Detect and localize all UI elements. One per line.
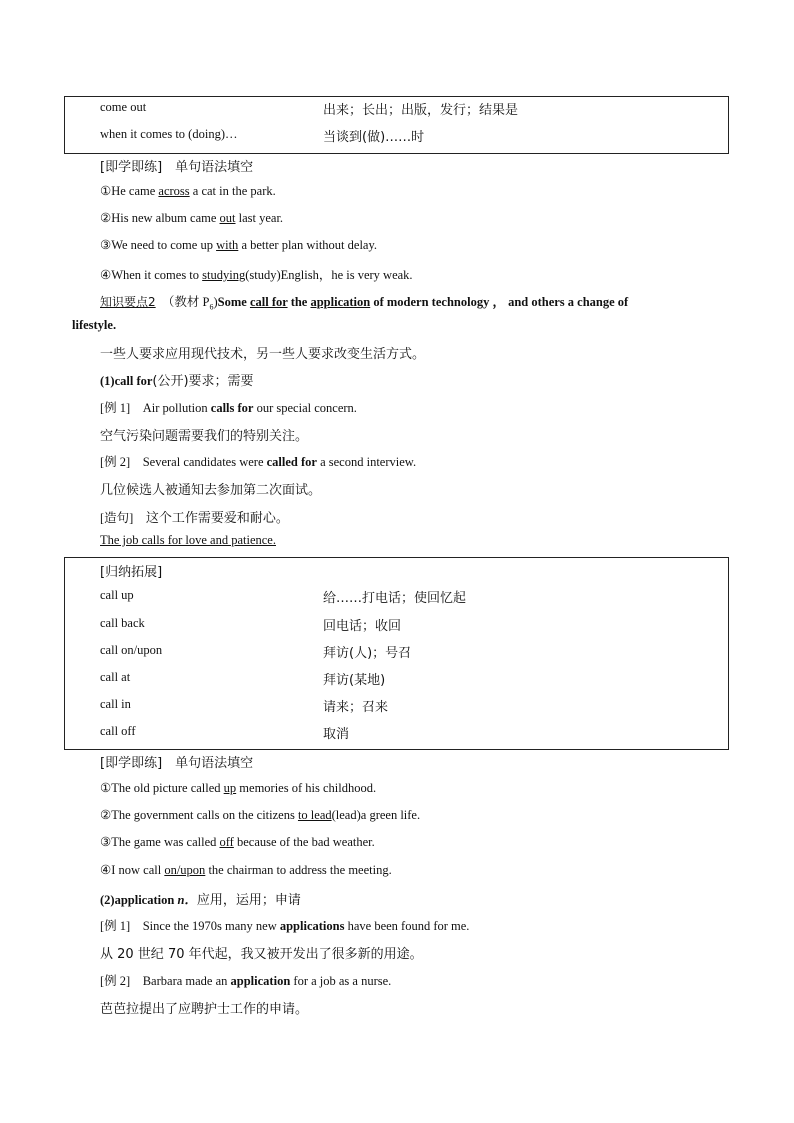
answer-blank: off xyxy=(219,835,234,849)
knowledge-point-line: 知识要点2 （教材 $P_6)Some$ call for the application of modern technology ， and others a change of xyxy=(100,295,629,312)
practice-item: ②His new album came out last year. xyxy=(100,211,284,225)
practice-header: [即学即练] 单句语法填空 xyxy=(100,160,254,175)
answer-blank: up xyxy=(223,781,237,795)
phrase-cn: 取消 xyxy=(323,727,350,742)
phrase-cn: 回电话；收回 xyxy=(323,619,402,634)
phrase-en: call on/upon xyxy=(100,643,163,657)
knowledge-point-label: 知识要点2 xyxy=(100,295,156,309)
answer-blank: studying xyxy=(202,268,246,282)
phrase-en: call up xyxy=(100,588,134,602)
phrase-en: call at xyxy=(100,670,131,684)
example-line: [例 1] Since the 1970s many new applications have been found for me. xyxy=(100,919,470,933)
phrase-box-come xyxy=(64,96,729,154)
phrase-cn: 当谈到(做)……时 xyxy=(323,130,425,145)
practice-item: ③We need to come up with a better plan without delay. xyxy=(100,238,378,252)
practice-item: ①He came across a cat in the park. xyxy=(100,184,276,198)
example-line: [例 1] Air pollution calls for our special concern. xyxy=(100,401,357,415)
phrase-cn: 拜访(某地) xyxy=(323,673,386,688)
phrase-en: come out xyxy=(100,100,147,114)
answer-blank: on/upon xyxy=(164,863,206,877)
application-heading: (2)application n．应用，运用；申请 xyxy=(100,893,301,908)
practice-item: ④When it comes to studying(study)English，he is very weak. xyxy=(100,268,413,282)
example-translation: 芭芭拉提出了应聘护士工作的申请。 xyxy=(100,1002,309,1017)
example-line: [例 2] Barbara made an application for a job as a nurse. xyxy=(100,974,392,988)
phrase-en: call off xyxy=(100,724,136,738)
practice-item: ④I now call on/upon the chairman to address the meeting. xyxy=(100,863,392,877)
answer-blank: out xyxy=(219,211,236,225)
practice-item: ②The government calls on the citizens to lead(lead)a green life. xyxy=(100,808,421,822)
phrase-cn: 给……打电话；使回忆起 xyxy=(323,591,467,606)
answer-blank: across xyxy=(158,184,190,198)
practice-header: [即学即练] 单句语法填空 xyxy=(100,756,254,771)
answer-blank: with xyxy=(216,238,239,252)
phrase-box-call xyxy=(64,557,729,750)
phrase-en: call back xyxy=(100,616,145,630)
knowledge-point-cont: lifestyle. xyxy=(72,318,117,332)
practice-item: ①The old picture called up memories of his childhood. xyxy=(100,781,377,795)
example-translation: 几位候选人被通知去参加第二次面试。 xyxy=(100,483,322,498)
phrase-cn: 请来；召来 xyxy=(323,700,389,715)
phrase-cn: 拜访(人)；号召 xyxy=(323,646,412,661)
box-header: [归纳拓展] xyxy=(100,565,163,580)
knowledge-point-translation: 一些人要求应用现代技术，另一些人要求改变生活方式。 xyxy=(100,347,426,362)
phrase-en: when it comes to (doing)… xyxy=(100,127,238,141)
phrase-cn: 出来；长出；出版，发行；结果是 xyxy=(323,103,519,118)
answer-blank: to lead xyxy=(297,808,332,822)
practice-item: ③The game was called off because of the bad weather. xyxy=(100,835,375,849)
example-line: [例 2] Several candidates were called for a second interview. xyxy=(100,455,417,469)
make-sentence-line: [造句] 这个工作需要爱和耐心。 xyxy=(100,511,289,526)
phrase-en: call in xyxy=(100,697,131,711)
example-translation: 从 20 世纪 70 年代起，我又被开发出了很多新的用途。 xyxy=(100,947,423,962)
callfor-heading: (1)call for(公开)要求；需要 xyxy=(100,374,254,389)
make-sentence-answer: The job calls for love and patience. xyxy=(100,533,276,547)
example-translation: 空气污染问题需要我们的特别关注。 xyxy=(100,429,309,444)
